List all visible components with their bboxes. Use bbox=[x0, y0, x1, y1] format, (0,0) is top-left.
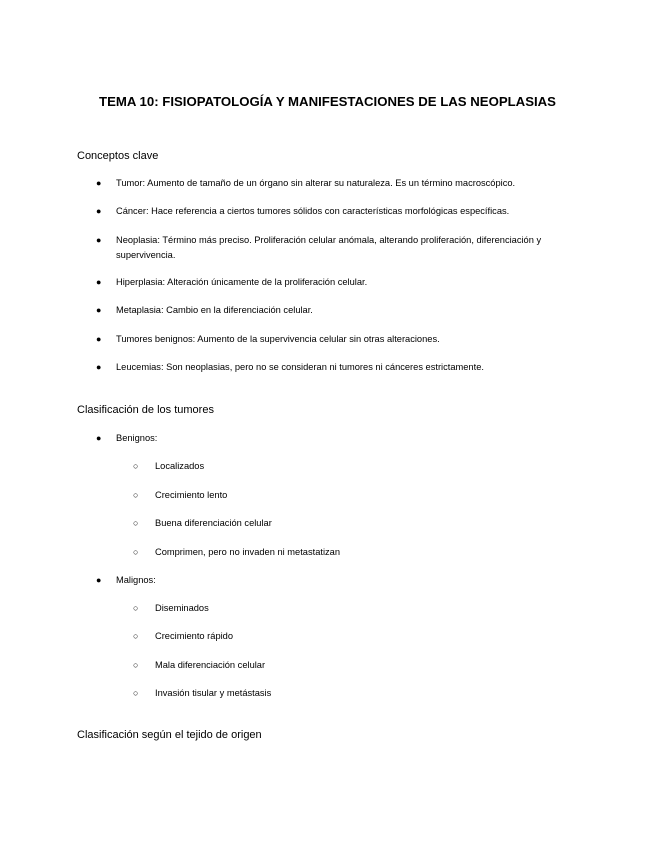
sub-list-item bbox=[133, 686, 585, 701]
sub-list-item-text: Comprimen, pero no invaden ni metastatizan bbox=[155, 547, 341, 557]
list-item bbox=[96, 360, 591, 375]
list-item bbox=[96, 275, 591, 290]
hollow-bullet-icon: ○ bbox=[133, 688, 139, 698]
list-item-text: Tumor: Aumento de tamaño de un órgano sin alterar su naturaleza. Es un término macroscópico. bbox=[116, 178, 516, 188]
bullet-icon: ● bbox=[96, 178, 102, 188]
bullet-icon: ● bbox=[96, 362, 102, 372]
sub-list-item bbox=[133, 545, 585, 560]
bullet-icon: ● bbox=[96, 277, 102, 287]
sub-list-item-text: Localizados bbox=[155, 461, 205, 471]
bullet-icon: ● bbox=[96, 433, 102, 443]
sub-list-item-text: Crecimiento rápido bbox=[155, 631, 234, 641]
bullet-icon: ● bbox=[96, 334, 102, 344]
list-item-text: Tumores benignos: Aumento de la supervivencia celular sin otras alteraciones. bbox=[116, 334, 440, 344]
list-item bbox=[96, 176, 591, 191]
sub-list-item bbox=[133, 459, 585, 474]
sub-list-item-text: Invasión tisular y metástasis bbox=[155, 688, 272, 698]
list-item-text: Neoplasia: Término más preciso. Proliferación celular anómala, alterando proliferación, diferenciación y supervivencia. bbox=[116, 235, 542, 260]
section-heading-clasificacion: Clasificación de los tumores bbox=[77, 404, 214, 416]
section-heading-conceptos: Conceptos clave bbox=[77, 150, 159, 162]
list-item-text: Malignos: bbox=[116, 575, 156, 585]
bullet-icon: ● bbox=[96, 206, 102, 216]
bullet-icon: ● bbox=[96, 305, 102, 315]
hollow-bullet-icon: ○ bbox=[133, 461, 139, 471]
list-item-text: Hiperplasia: Alteración únicamente de la proliferación celular. bbox=[116, 277, 368, 287]
list-item bbox=[96, 204, 591, 219]
hollow-bullet-icon: ○ bbox=[133, 490, 139, 500]
hollow-bullet-icon: ○ bbox=[133, 547, 139, 557]
sub-list-item bbox=[133, 488, 585, 503]
sub-list-item bbox=[133, 629, 585, 644]
hollow-bullet-icon: ○ bbox=[133, 660, 139, 670]
sub-list-item-text: Buena diferenciación celular bbox=[155, 518, 272, 528]
section-heading-tejido-origen: Clasificación según el tejido de origen bbox=[77, 729, 262, 741]
bullet-icon: ● bbox=[96, 575, 102, 585]
sub-list-item-text: Diseminados bbox=[155, 603, 209, 613]
sub-list-item-text: Crecimiento lento bbox=[155, 490, 228, 500]
bullet-icon: ● bbox=[96, 235, 102, 245]
list-item bbox=[96, 573, 591, 588]
hollow-bullet-icon: ○ bbox=[133, 631, 139, 641]
hollow-bullet-icon: ○ bbox=[133, 518, 139, 528]
list-item-text: Leucemias: Son neoplasias, pero no se consideran ni tumores ni cánceres estrictamente. bbox=[116, 362, 484, 372]
hollow-bullet-icon: ○ bbox=[133, 603, 139, 613]
document-title: TEMA 10: FISIOPATOLOGÍA Y MANIFESTACIONES DE LAS NEOPLASIAS bbox=[99, 94, 556, 109]
list-item bbox=[96, 332, 591, 347]
list-item bbox=[96, 233, 546, 263]
list-item bbox=[96, 303, 591, 318]
sub-list-item bbox=[133, 516, 585, 531]
sub-list-item bbox=[133, 601, 585, 616]
sub-list-item-text: Mala diferenciación celular bbox=[155, 660, 266, 670]
list-item bbox=[96, 431, 591, 446]
list-item-text: Cáncer: Hace referencia a ciertos tumores sólidos con características morfológicas específicas. bbox=[116, 206, 510, 216]
list-item-text: Benignos: bbox=[116, 433, 158, 443]
list-item-text: Metaplasia: Cambio en la diferenciación celular. bbox=[116, 305, 313, 315]
sub-list-item bbox=[133, 658, 585, 673]
